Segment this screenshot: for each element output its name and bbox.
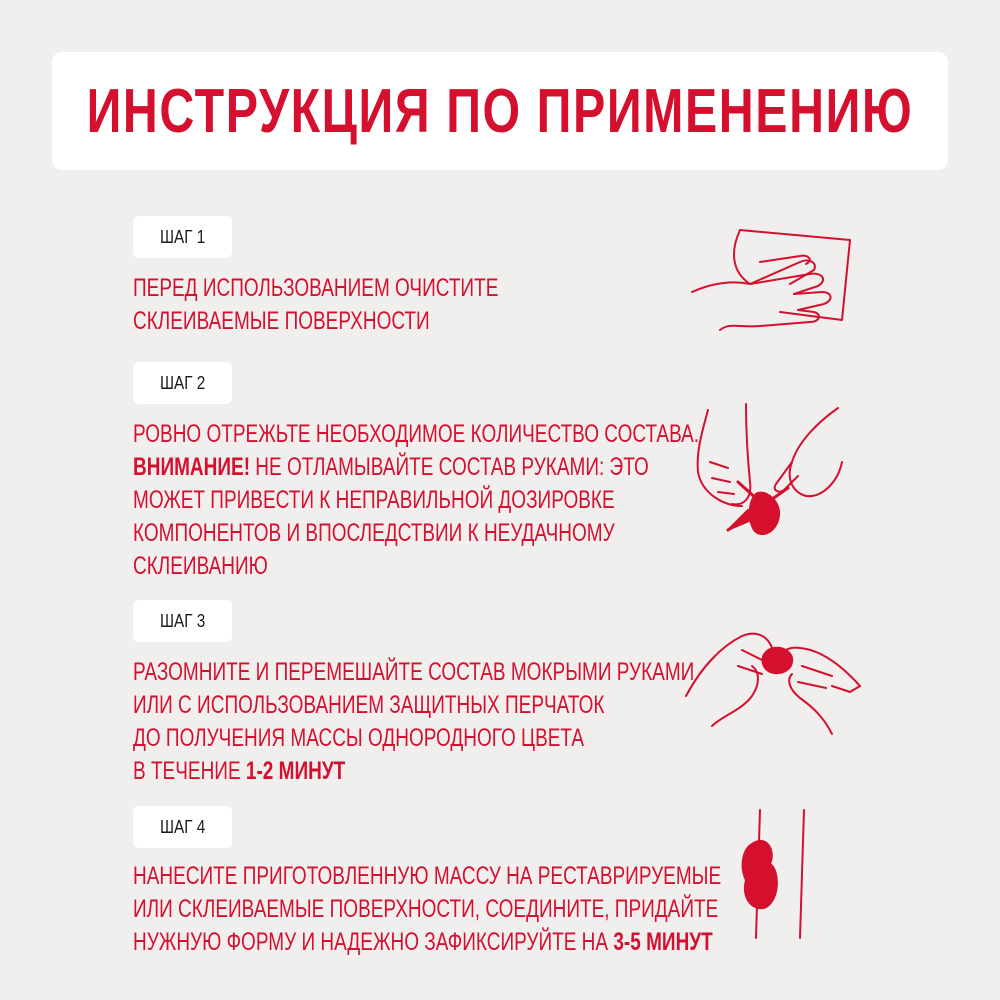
step-1-text (133, 272, 498, 338)
hands-kneading-icon (682, 626, 867, 736)
step-4-badge (133, 806, 232, 848)
step-3-line-4 (133, 755, 694, 788)
title-card (52, 52, 948, 170)
step-3-badge (133, 600, 232, 642)
page-title: ИНСТРУКЦИЯ ПО ПРИМЕНЕНИЮ (86, 76, 914, 146)
step-3-label: ШАГ 3 (159, 610, 206, 631)
step-3-line-3: ДО ПОЛУЧЕНИЯ МАССЫ ОДНОРОДНОГО ЦВЕТА (133, 724, 585, 752)
step-2-warning: ВНИМАНИЕ! (133, 453, 251, 481)
step-4-line-2: ИЛИ СКЛЕИВАЕМЫЕ ПОВЕРХНОСТИ, СОЕДИНИТЕ, ПРИДАЙТЕ (133, 895, 719, 923)
step-1-line-2: СКЛЕИВАЕМЫЕ ПОВЕРХНОСТИ (133, 307, 430, 335)
step-1-label: ШАГ 1 (159, 226, 206, 247)
step-2-line-4: КОМПОНЕНТОВ И ВПОСЛЕДСТВИИ К НЕУДАЧНОМУ (133, 519, 615, 547)
step-2-badge (133, 362, 232, 404)
step-1-badge (133, 216, 232, 258)
step-4-line-3 (133, 926, 721, 959)
step-4-label: ШАГ 4 (159, 816, 206, 837)
step-3-duration-prefix: В ТЕЧЕНИЕ (133, 757, 246, 785)
step-2-text (133, 418, 699, 583)
step-2-line-1: РОВНО ОТРЕЖЬТЕ НЕОБХОДИМОЕ КОЛИЧЕСТВО СОСТАВА. (133, 420, 700, 448)
step-4-duration: 3-5 МИНУТ (613, 928, 713, 956)
step-4-line-1: НАНЕСИТЕ ПРИГОТОВЛЕННУЮ МАССУ НА РЕСТАВРИРУЕМЫЕ (133, 862, 722, 890)
step-2-line-2 (133, 451, 699, 484)
step-2-warning-rest: НЕ ОТЛАМЫВАЙТЕ СОСТАВ РУКАМИ: ЭТО (250, 453, 649, 481)
hand-wiping-cloth-icon (690, 222, 860, 332)
step-3-text (133, 656, 694, 788)
step-1-line-1: ПЕРЕД ИСПОЛЬЗОВАНИЕМ ОЧИСТИТЕ (133, 274, 499, 302)
step-4-duration-prefix: НУЖНУЮ ФОРМУ И НАДЕЖНО ЗАФИКСИРУЙТЕ НА (133, 928, 614, 956)
step-3-line-2: ИЛИ С ИСПОЛЬЗОВАНИЕМ ЗАЩИТНЫХ ПЕРЧАТОК (133, 691, 605, 719)
step-2-line-5: СКЛЕИВАНИЮ (133, 552, 268, 580)
step-2-line-3: МОЖЕТ ПРИВЕСТИ К НЕПРАВИЛЬНОЙ ДОЗИРОВКЕ (133, 486, 615, 514)
pipe-joint-icon (726, 806, 816, 946)
step-4-text (133, 860, 721, 959)
step-3-duration: 1-2 МИНУТ (245, 757, 346, 785)
step-2-label: ШАГ 2 (159, 372, 206, 393)
step-3-line-1: РАЗОМНИТЕ И ПЕРЕМЕШАЙТЕ СОСТАВ МОКРЫМИ РУКАМИ (133, 658, 695, 686)
hands-cutting-with-knife-icon (688, 402, 848, 542)
